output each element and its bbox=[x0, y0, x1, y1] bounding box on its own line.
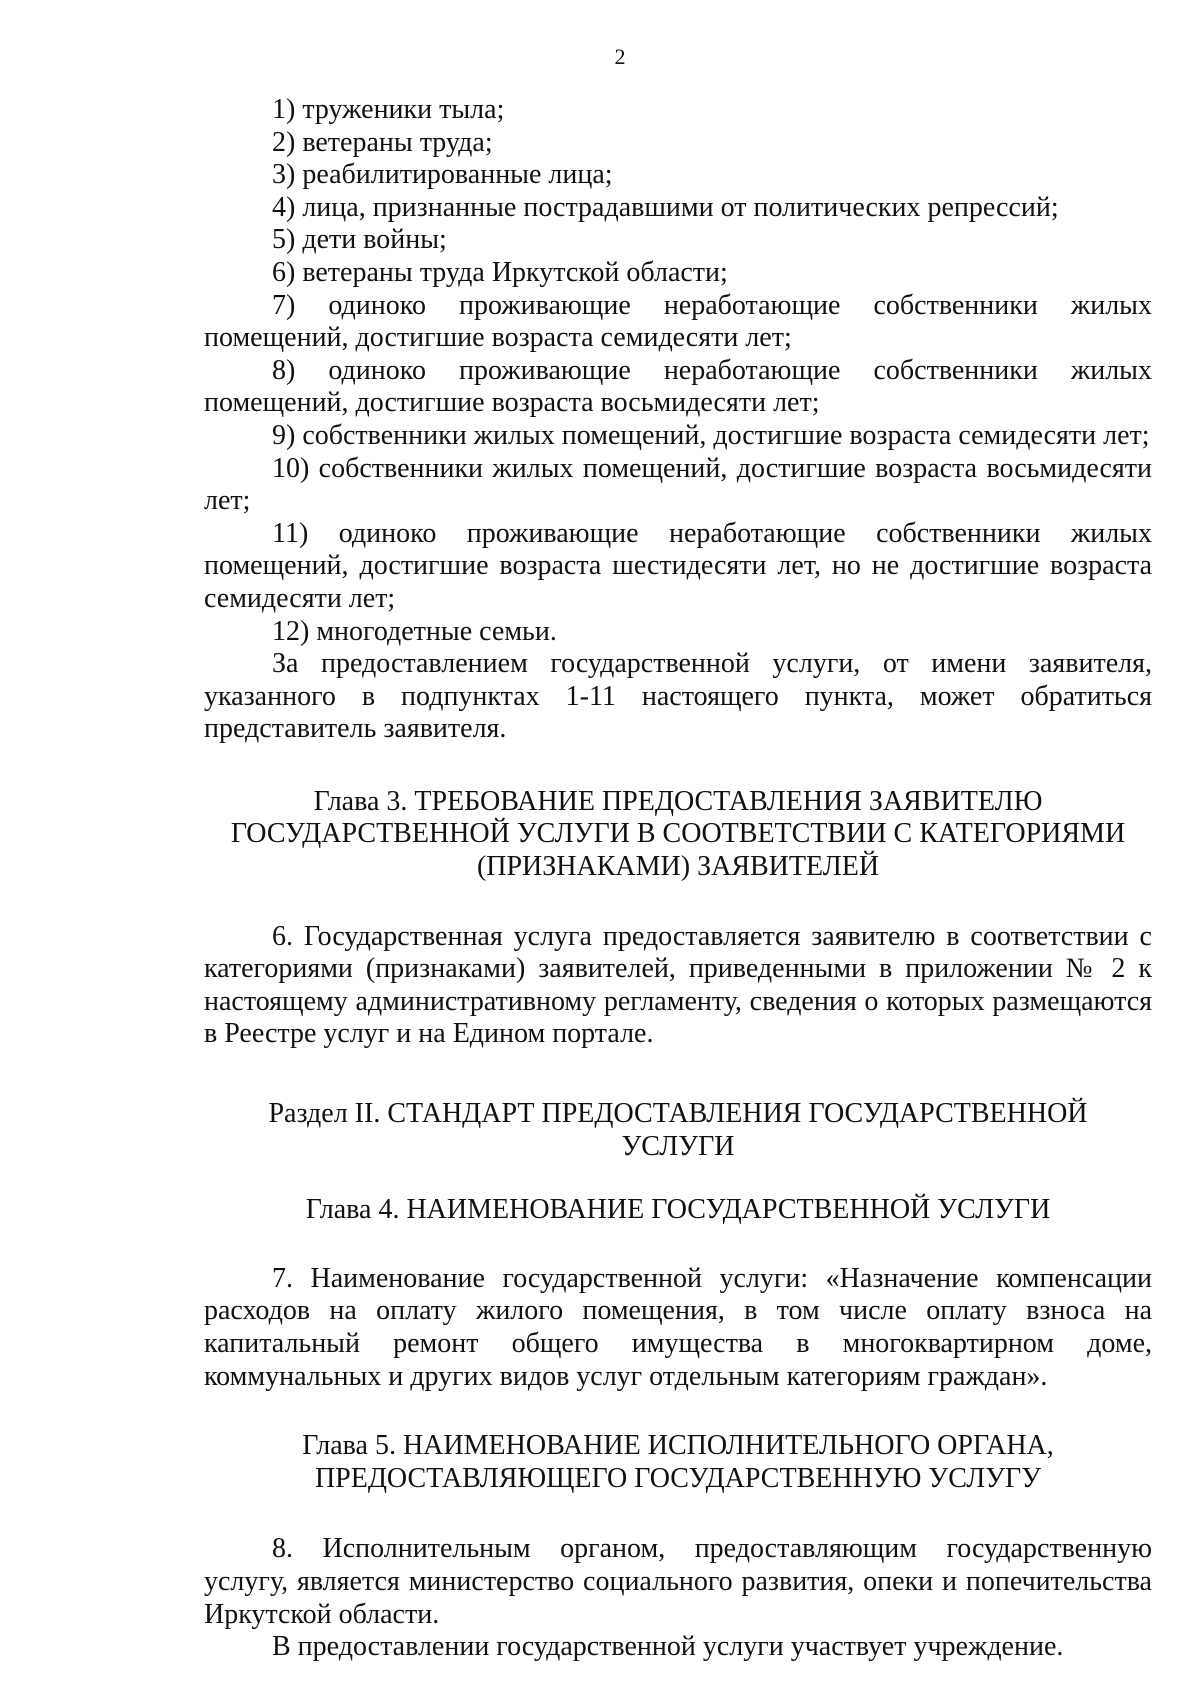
chapter-5-paragraph: 8. Исполнительным органом, предоставляющим государственную услугу, является министерство социального развития, опеки и попечительства Иркутской области. bbox=[204, 1533, 1152, 1630]
chapter-5-title bbox=[204, 1430, 1152, 1495]
list-item: 8) одиноко проживающие неработающие собственники жилых помещений, достигшие возраста восьмидесяти лет; bbox=[204, 354, 1152, 419]
list-item: 6) ветераны труда Иркутской области; bbox=[272, 256, 728, 288]
applicant-categories-list bbox=[204, 94, 1152, 648]
chapter-5-title-line: Глава 5. НАИМЕНОВАНИЕ ИСПОЛНИТЕЛЬНОГО ОРГАНА, bbox=[302, 1430, 1054, 1462]
section-2-title-line: УСЛУГИ bbox=[621, 1130, 735, 1162]
chapter-3-title-line: Глава 3. ТРЕБОВАНИЕ ПРЕДОСТАВЛЕНИЯ ЗАЯВИТЕЛЮ bbox=[313, 785, 1043, 817]
section-2-title-line: Раздел II. СТАНДАРТ ПРЕДОСТАВЛЕНИЯ ГОСУДАРСТВЕННОЙ bbox=[268, 1098, 1088, 1130]
list-item: 12) многодетные семьи. bbox=[272, 615, 557, 647]
list-item: 5) дети войны; bbox=[272, 224, 447, 256]
chapter-5-title-line: ПРЕДОСТАВЛЯЮЩЕГО ГОСУДАРСТВЕННУЮ УСЛУГУ bbox=[314, 1462, 1042, 1494]
list-item: 10) собственники жилых помещений, достигшие возраста восьмидесяти лет; bbox=[204, 452, 1152, 517]
representative-paragraph: За предоставлением государственной услуги, от имени заявителя, указанного в подпунктах 1-11 настоящего пункта, может обратиться представитель заявителя. bbox=[204, 648, 1152, 745]
section-2-title bbox=[204, 1098, 1152, 1163]
chapter-3-title-line: ГОСУДАРСТВЕННОЙ УСЛУГИ В СООТВЕТСТВИИ С КАТЕГОРИЯМИ bbox=[230, 818, 1126, 850]
list-item: 2) ветераны труда; bbox=[272, 126, 493, 158]
page-number: 2 bbox=[614, 44, 626, 69]
chapter-4-title: Глава 4. НАИМЕНОВАНИЕ ГОСУДАРСТВЕННОЙ УСЛУГИ bbox=[305, 1194, 1051, 1226]
chapter-3-title bbox=[204, 786, 1152, 884]
list-item: 3) реабилитированные лица; bbox=[272, 159, 613, 191]
participation-paragraph: В предоставлении государственной услуги участвует учреждение. bbox=[272, 1631, 1064, 1663]
list-item: 11) одиноко проживающие неработающие собственники жилых помещений, достигшие возраста шестидесяти лет, но не достигшие возраста семидесяти лет; bbox=[204, 517, 1152, 614]
chapter-3-title-line: (ПРИЗНАКАМИ) ЗАЯВИТЕЛЕЙ bbox=[476, 851, 880, 883]
chapter-4-paragraph: 7. Наименование государственной услуги: «Назначение компенсации расходов на оплату жилого помещения, в том числе оплату взноса на капитальный ремонт общего имущества в многоквартирном доме, коммунальных и других видов услуг отдельным категориям граждан». bbox=[204, 1262, 1152, 1392]
list-item: 1) труженики тыла; bbox=[272, 94, 505, 125]
list-item: 9) собственники жилых помещений, достигшие возраста семидесяти лет; bbox=[272, 419, 1150, 451]
page-body bbox=[204, 94, 1152, 1664]
list-item: 7) одиноко проживающие неработающие собственники жилых помещений, достигшие возраста семидесяти лет; bbox=[204, 289, 1152, 354]
chapter-3-paragraph: 6. Государственная услуга предоставляется заявителю в соответствии с категориями (признаками) заявителей, приведенными в приложении № 2 к настоящему административному регламенту, сведения о которых размещаются в Реестре услуг и на Едином портале. bbox=[204, 920, 1152, 1050]
list-item: 4) лица, признанные пострадавшими от политических репрессий; bbox=[272, 191, 1059, 223]
